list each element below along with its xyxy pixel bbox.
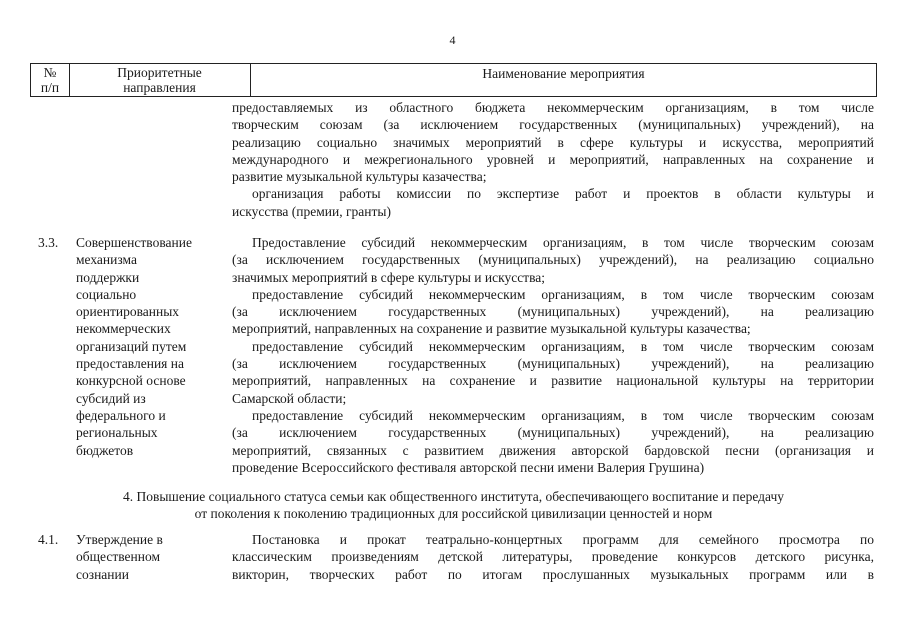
direction-line: бюджетов bbox=[76, 442, 134, 458]
row-activities bbox=[232, 531, 874, 583]
text-line: (за исключением государственных (муниципальных) учреждений), на реализацию bbox=[232, 425, 874, 441]
row-number: 3.3. bbox=[38, 235, 59, 250]
direction-line: региональных bbox=[76, 425, 158, 441]
text-line: мероприятий, связанных с развитием движения авторской бардовской песни (организация и bbox=[232, 442, 874, 458]
text-line: организация работы комиссии по экспертизе работ и проектов в области культуры и bbox=[252, 186, 874, 202]
row-direction bbox=[76, 234, 192, 459]
text-line: развитие музыкальной культуры казачества; bbox=[232, 169, 487, 185]
header-number-column bbox=[31, 64, 70, 97]
direction-line: федерального и bbox=[76, 407, 166, 423]
header-number-line2: п/п bbox=[40, 80, 60, 95]
continuation-text bbox=[232, 99, 874, 220]
header-direction-line1: Приоритетные bbox=[117, 65, 202, 80]
text-line: международного и межрегионального уровней и мероприятий, направленных на сохранение и bbox=[232, 151, 874, 167]
direction-line: ориентированных bbox=[76, 304, 180, 320]
text-line: творческим союзам (за исключением государственных (муниципальных) учреждений), на bbox=[232, 117, 874, 133]
row-number: 4.1. bbox=[38, 532, 59, 547]
text-line: предоставляемых из областного бюджета некоммерческим организациям, в том числе bbox=[232, 100, 874, 115]
direction-line: сознании bbox=[76, 566, 129, 582]
direction-line: поддержки bbox=[76, 269, 140, 285]
text-line: предоставление субсидий некоммерческим организациям, в том числе творческим союзам bbox=[252, 286, 874, 302]
table-header bbox=[30, 63, 877, 97]
text-line: (за исключением государственных (муниципальных) учреждений), на реализацию социально bbox=[232, 252, 874, 268]
text-line: мероприятий, направленных на сохранение и развитие музыкальной культуры казачества; bbox=[232, 321, 751, 337]
text-line: (за исключением государственных (муниципальных) учреждений), на реализацию bbox=[232, 304, 874, 320]
direction-line: субсидий из bbox=[76, 390, 146, 406]
header-direction-column bbox=[69, 64, 251, 97]
section-title-line2: от поколения к поколению традиционных для российской цивилизации ценностей и норм bbox=[194, 506, 713, 521]
direction-line: организаций путем bbox=[76, 338, 187, 354]
header-name-column: Наименование мероприятия bbox=[482, 66, 645, 81]
header-direction-line2: направления bbox=[123, 80, 196, 95]
text-line: викторин, творческих работ по итогам прослушанных музыкальных программ или в bbox=[232, 566, 874, 582]
direction-line: Совершенствование bbox=[76, 235, 192, 250]
header-number-line1: № bbox=[43, 65, 57, 80]
text-line: предоставление субсидий некоммерческим организациям, в том числе творческим союзам bbox=[252, 338, 874, 354]
direction-line: социально bbox=[76, 286, 137, 302]
text-line: (за исключением государственных (муниципальных) учреждений), на реализацию bbox=[232, 356, 874, 372]
text-line: значимых мероприятий в сфере культуры и искусства; bbox=[232, 269, 546, 285]
text-line: Предоставление субсидий некоммерческим организациям, в том числе творческим союзам bbox=[252, 235, 874, 250]
text-line: искусства (премии, гранты) bbox=[232, 203, 391, 219]
text-line: проведение Всероссийского фестиваля авторской песни имени Валерия Грушина) bbox=[232, 459, 705, 475]
text-line: классическим произведениям детской литературы, проведение конкурсов детского рисунка, bbox=[232, 549, 874, 565]
direction-line: некоммерческих bbox=[76, 321, 171, 337]
text-line: Постановка и прокат театрально-концертных программ для семейного просмотра по bbox=[252, 532, 874, 547]
direction-line: механизма bbox=[76, 252, 137, 268]
row-direction bbox=[76, 531, 163, 583]
row-activities bbox=[232, 234, 874, 476]
direction-line: общественном bbox=[76, 549, 161, 565]
page-number: 4 bbox=[449, 33, 456, 47]
text-line: Самарской области; bbox=[232, 390, 347, 406]
text-line: мероприятий, направленных на сохранение и развитие национальной культуры на территории bbox=[232, 373, 874, 389]
direction-line: предоставления на bbox=[76, 356, 184, 372]
text-line: предоставление субсидий некоммерческим организациям, в том числе творческим союзам bbox=[252, 407, 874, 423]
direction-line: Утверждение в bbox=[76, 532, 163, 547]
direction-line: конкурсной основе bbox=[76, 373, 186, 389]
text-line: реализацию социально значимых мероприятий в сфере культуры и искусства, мероприятий bbox=[232, 134, 874, 150]
section-title-line1: 4. Повышение социального статуса семьи как общественного института, обеспечивающего воспитание и передачу bbox=[122, 489, 785, 504]
